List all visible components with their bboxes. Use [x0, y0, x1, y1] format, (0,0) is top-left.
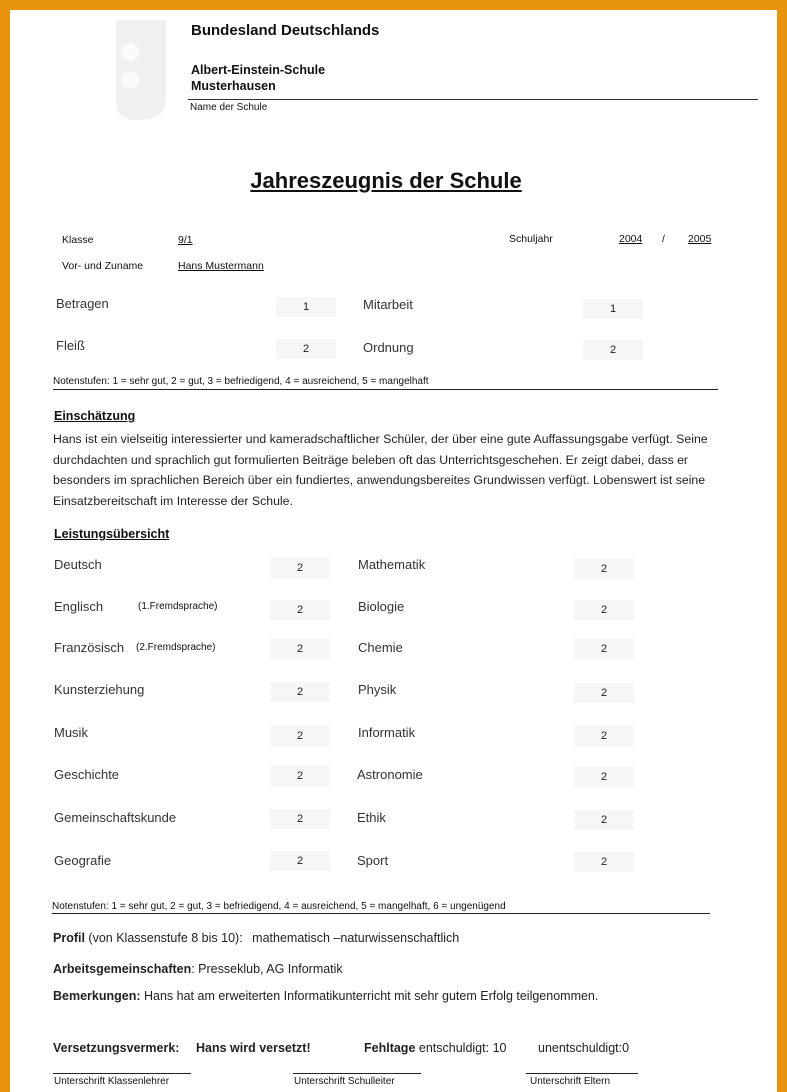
subject-label: Informatik	[358, 725, 416, 740]
page-title: Jahreszeugnis der Schule	[250, 168, 522, 193]
school-name: Albert-Einstein-Schule	[191, 63, 326, 77]
class-value: 9/1	[178, 234, 193, 246]
conduct-grade: 1	[276, 297, 336, 317]
school-logo-icon	[116, 20, 166, 120]
subject-grade: 2	[270, 726, 330, 746]
subject-grade: 2	[270, 809, 330, 829]
subject-label: Gemeinschaftskunde	[54, 810, 177, 825]
profile-line	[53, 931, 459, 945]
subject-label: Deutsch	[54, 557, 102, 572]
remarks-label: Bemerkungen:	[53, 989, 141, 1003]
subject-label: Musik	[54, 725, 88, 740]
subject-label: Kunsterziehung	[54, 682, 145, 697]
clubs-line	[53, 962, 343, 976]
subject-label: Geografie	[54, 853, 112, 868]
absence-excused-label: entschuldigt:	[418, 1041, 490, 1055]
signature-caption-parents: Unterschrift Eltern	[530, 1076, 611, 1087]
clubs-label: Arbeitsgemeinschaften	[53, 962, 192, 976]
signature-line-teacher	[53, 1073, 191, 1074]
order-grade: 2	[583, 340, 643, 360]
absence-unexcused-label: unentschuldigt:	[538, 1041, 623, 1055]
remarks-line	[53, 989, 598, 1003]
subject-grade: 2	[270, 682, 330, 702]
subject-grade: 2	[574, 600, 634, 620]
promotion-label: Versetzungsvermerk:	[53, 1041, 180, 1055]
subject-grade: 2	[574, 726, 634, 746]
signature-line-parents	[526, 1073, 638, 1074]
subject-grade: 2	[574, 639, 634, 659]
class-label: Klasse	[62, 234, 94, 246]
subject-label: Geschichte	[54, 767, 120, 782]
subject-label: Biologie	[358, 599, 405, 614]
performance-heading: Leistungsübersicht	[54, 527, 170, 541]
signature-caption-principal: Unterschrift Schulleiter	[294, 1076, 395, 1087]
profile-label: Profil	[53, 931, 85, 945]
subject-grade: 2	[574, 810, 634, 830]
subject-label: Chemie	[358, 640, 403, 655]
absence-excused-value: 10	[492, 1041, 507, 1055]
signature-line-principal	[293, 1073, 421, 1074]
promotion-value: Hans wird versetzt!	[196, 1041, 311, 1055]
subject-label: Sport	[357, 853, 389, 868]
conduct-label: Betragen	[56, 296, 109, 311]
absence-label: Fehltage	[364, 1041, 416, 1055]
subject-label: Mathematik	[358, 557, 426, 572]
participation-grade: 1	[583, 299, 643, 319]
diligence-grade: 2	[276, 339, 336, 359]
profile-value: mathematisch –naturwissenschaftlich	[252, 931, 460, 945]
absence-line	[364, 1041, 506, 1055]
report-card-page	[10, 10, 777, 1092]
subject-grade: 2	[574, 559, 634, 579]
school-year-label: Schuljahr	[509, 233, 553, 245]
subject-note: (2.Fremdsprache)	[136, 642, 216, 653]
subject-note: (1.Fremdsprache)	[138, 601, 218, 612]
header-divider	[188, 99, 758, 100]
grade-scale-divider	[52, 913, 710, 914]
assessment-heading: Einschätzung	[54, 409, 136, 423]
order-label: Ordnung	[363, 340, 414, 355]
subject-grade: 2	[574, 767, 634, 787]
grade-scale-note-full: Notenstufen: 1 = sehr gut, 2 = gut, 3 = befriedigend, 4 = ausreichend, 5 = mangelhaft, 6 = ungenügend	[52, 901, 506, 912]
school-name-caption: Name der Schule	[190, 102, 268, 113]
assessment-text: Hans ist ein vielseitig interessierter und kameradschaftlicher Schüler, der über eine gute Auffassungsgabe verfügt. Seine durchdachten und sprachlich gut formulierten Beiträge beleben oft das Unterrichtsgeschehen. Er zeigt dabei, dass er besonders im sprachlichen Bereich über ein fundiertes, anwendungsbereites Grundwissen verfügt. Lobenswert ist seine Einsatzbereitschaft im Interesse der Schule.	[53, 432, 708, 508]
subject-label: Englisch	[54, 599, 104, 614]
school-city: Musterhausen	[191, 79, 276, 93]
subject-grade: 2	[270, 600, 330, 620]
school-year-from: 2004	[619, 233, 643, 245]
school-year-to: 2005	[688, 233, 712, 245]
subject-grade: 2	[270, 558, 330, 578]
name-label: Vor- und Zuname	[62, 260, 144, 272]
grade-scale-divider	[53, 389, 718, 390]
subject-label: Astronomie	[357, 767, 423, 782]
profile-detail: (von Klassenstufe 8 bis 10):	[84, 931, 243, 945]
participation-label: Mitarbeit	[363, 297, 413, 312]
student-name: Hans Mustermann	[178, 260, 264, 272]
signature-caption-teacher: Unterschrift Klassenlehrer	[54, 1076, 170, 1087]
absence-unexcused-value: 0	[622, 1041, 630, 1055]
subject-grade: 2	[574, 852, 634, 872]
grade-scale-note: Notenstufen: 1 = sehr gut, 2 = gut, 3 = befriedigend, 4 = ausreichend, 5 = mangelhaft	[53, 376, 429, 387]
clubs-value: : Presseklub, AG Informatik	[191, 962, 343, 976]
state-name: Bundesland Deutschlands	[191, 22, 380, 39]
diligence-label: Fleiß	[56, 338, 85, 353]
remarks-value: Hans hat am erweiterten Informatikunterricht mit sehr gutem Erfolg teilgenommen.	[140, 989, 599, 1003]
subject-label: Französisch	[54, 640, 125, 655]
absence-unexcused	[538, 1041, 629, 1055]
subject-grade: 2	[270, 766, 330, 786]
subject-grade: 2	[270, 851, 330, 871]
subject-label: Physik	[358, 682, 397, 697]
subject-label: Ethik	[357, 810, 386, 825]
subject-grade: 2	[270, 639, 330, 659]
subject-grade: 2	[574, 683, 634, 703]
school-year-separator: /	[662, 233, 665, 245]
